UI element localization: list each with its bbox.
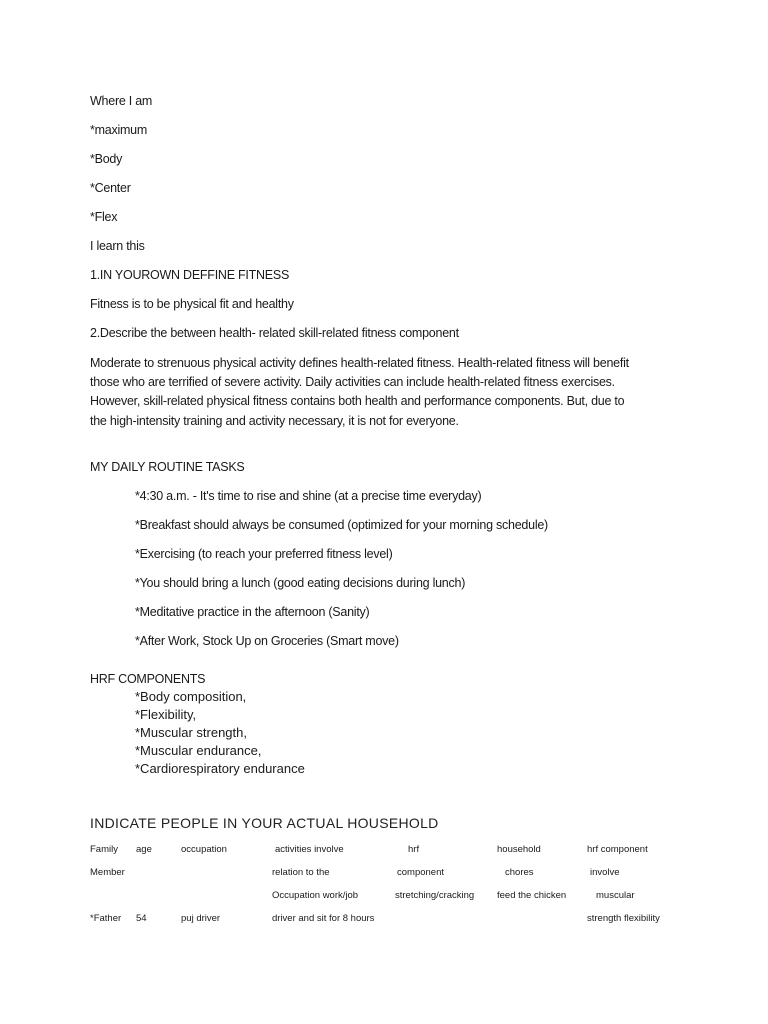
table-cell: relation to the — [272, 867, 330, 878]
table-cell: Occupation work/job — [272, 890, 359, 901]
table-cell: chores — [505, 867, 534, 878]
table-cell: strength flexibility — [587, 913, 660, 924]
question-1: 1.IN YOUROWN DEFFINE FITNESS — [90, 268, 290, 282]
where-item-body: *Body — [90, 152, 123, 166]
hrf-item: *Cardiorespiratory endurance — [135, 761, 305, 776]
table-cell: 54 — [136, 913, 147, 924]
table-cell: involve — [590, 867, 620, 878]
where-i-am-heading: Where I am — [90, 94, 153, 108]
table-cell: Family — [90, 844, 118, 855]
where-item-flex: *Flex — [90, 210, 118, 224]
routine-task: *Breakfast should always be consumed (optimized for your morning schedule) — [135, 518, 548, 532]
answer-1: Fitness is to be physical fit and healthy — [90, 297, 294, 311]
where-item-center: *Center — [90, 181, 131, 195]
table-cell: component — [397, 867, 445, 878]
routine-task: *Meditative practice in the afternoon (Sanity) — [135, 605, 370, 619]
hrf-item: *Body composition, — [135, 689, 247, 704]
routine-heading: MY DAILY ROUTINE TASKS — [90, 460, 245, 474]
where-item-maximum: *maximum — [90, 123, 148, 137]
table-cell: household — [497, 844, 541, 855]
table-cell: puj driver — [181, 913, 221, 924]
hrf-item: *Flexibility, — [135, 707, 197, 722]
routine-task: *4:30 a.m. - It's time to rise and shine (at a precise time everyday) — [135, 489, 482, 503]
routine-task: *Exercising (to reach your preferred fitness level) — [135, 547, 393, 561]
question-2: 2.Describe the between health- related skill-related fitness component — [90, 326, 459, 340]
hrf-heading: HRF COMPONENTS — [90, 672, 206, 686]
table-cell: activities involve — [275, 844, 344, 855]
table-cell: muscular — [596, 890, 635, 901]
hrf-item: *Muscular endurance, — [135, 743, 262, 758]
table-cell: occupation — [181, 844, 227, 855]
answer-2-paragraph: Moderate to strenuous physical activity defines health-related fitness. Health-related fitness will benefit those who are terrified of severe activity. Daily activities can include health-related fitness exercises. However, skill-related physical fitness contains both health and performance components. But, due to the high-intensity training and activity necessary, it is not for everyone. — [90, 356, 629, 428]
table-cell: age — [136, 844, 152, 855]
table-cell: hrf component — [587, 844, 648, 855]
i-learn-this-heading: I learn this — [90, 239, 145, 253]
routine-task: *After Work, Stock Up on Groceries (Smart move) — [135, 634, 399, 648]
table-cell: stretching/cracking — [395, 890, 475, 901]
table-cell: feed the chicken — [497, 890, 567, 901]
table-cell: hrf — [408, 844, 420, 855]
household-heading: INDICATE PEOPLE IN YOUR ACTUAL HOUSEHOLD — [90, 815, 439, 831]
table-cell: Member — [90, 867, 125, 878]
table-cell: driver and sit for 8 hours — [272, 913, 375, 924]
table-cell: *Father — [90, 913, 122, 924]
hrf-item: *Muscular strength, — [135, 725, 247, 740]
routine-task: *You should bring a lunch (good eating decisions during lunch) — [135, 576, 466, 590]
